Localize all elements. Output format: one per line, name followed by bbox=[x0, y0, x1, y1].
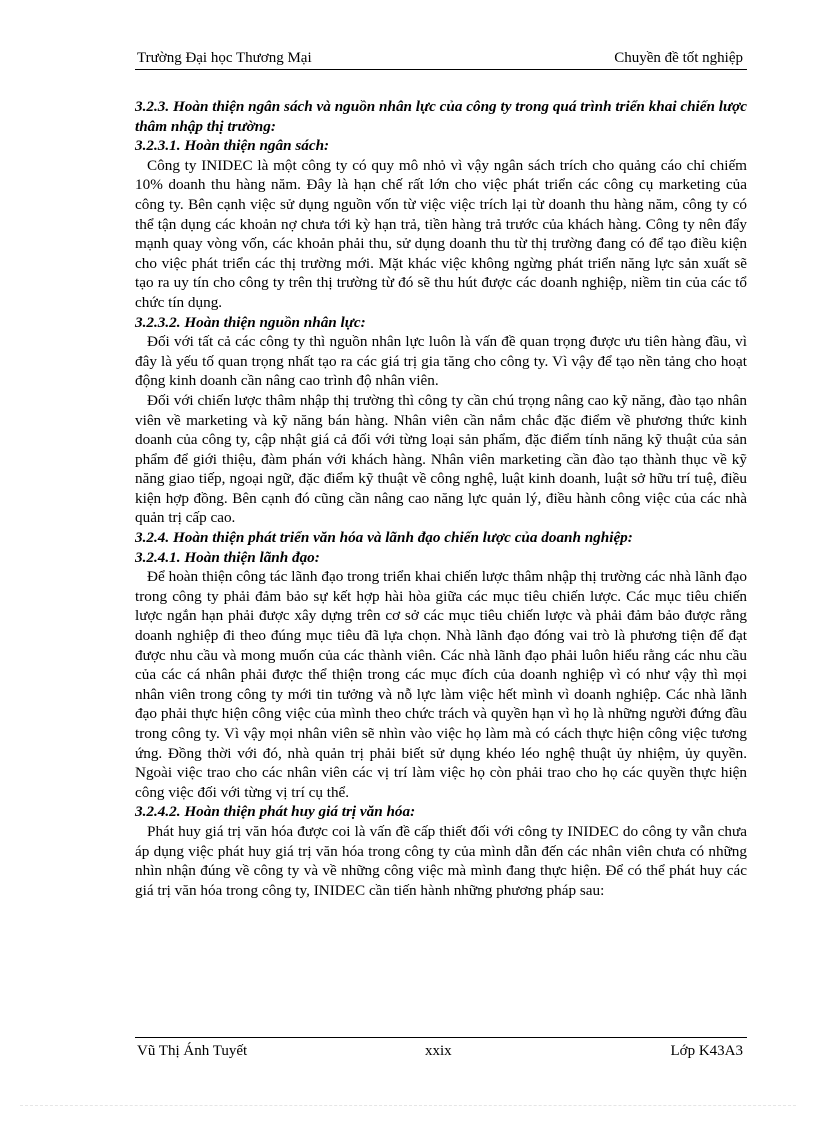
page-header bbox=[135, 49, 747, 70]
page-edge-divider bbox=[20, 1105, 796, 1106]
paragraph: Để hoàn thiện công tác lãnh đạo trong triển khai chiến lược thâm nhập thị trường các nhà lãnh đạo trong công ty phải đảm bảo sự kết hợp hài hòa giữa các mục tiêu chiến lược. Các mục tiêu chiến lược ngắn hạn phải được xây dựng trên cơ sở các mục tiêu chiến lược và phải đảm bảo được rằng doanh nghiệp đi theo đúng mục tiêu đã lựa chọn. Nhà lãnh đạo đóng vai trò là phương tiện để đạt được nhu cầu và mong muốn của các thành viên. Các nhà lãnh đạo phải luôn hiểu rằng các nhu cầu của các cá nhân phải được thể thiện trong các mục đích của doanh nghiệp vì có như vậy thì mọi nhân viên trong công ty mới tin tưởng và nỗ lực làm việc hết mình vì doanh nghiệp. Các nhà lãnh đạo phải thực hiện công việc của mình theo chức trách và quyền hạn vì họ là những người đứng đầu trong công ty. Vì vậy mọi nhân viên sẽ nhìn vào việc họ làm mà có cách thực hiện công việc tương ứng. Đồng thời với đó, nhà quản trị phải biết sử dụng khéo léo nghệ thuật ủy nhiệm, ủy quyền. Ngoài việc trao cho các nhân viên các vị trí làm việc họ còn phải trao cho họ các quyền thực hiện công việc đối với từng vị trí cụ thể. bbox=[135, 568, 747, 801]
heading-3-2-4: 3.2.4. Hoàn thiện phát triển văn hóa và lãnh đạo chiến lược của doanh nghiệp: bbox=[135, 529, 633, 547]
footer-author: Vũ Thị Ánh Tuyết bbox=[137, 1043, 248, 1059]
heading-3-2-3-2: 3.2.3.2. Hoàn thiện nguồn nhân lực: bbox=[135, 313, 366, 331]
paragraph: Phát huy giá trị văn hóa được coi là vấn đề cấp thiết đối với công ty INIDEC do công ty vẫn chưa áp dụng việc phát huy giá trị văn hóa trong công ty của mình dẫn đến các nhân viên chưa có những nhìn nhận đúng về công ty và về những công việc mà mình đang thực hiện. Để có thể phát huy các giá trị văn hóa trong công ty, INIDEC cần tiến hành những phương pháp sau: bbox=[135, 822, 747, 899]
header-school: Trường Đại học Thương Mại bbox=[137, 50, 312, 66]
page-number: xxix bbox=[425, 1043, 452, 1059]
heading-3-2-3: 3.2.3. Hoàn thiện ngân sách và nguồn nhân lực của công ty trong quá trình triển khai chiến lược thâm nhập thị trường: bbox=[135, 98, 747, 135]
paragraph: Đối với chiến lược thâm nhập thị trường thì công ty cần chú trọng nâng cao kỹ năng, đào tạo nhân viên về marketing và kỹ năng bán hàng. Nhân viên cần nắm chắc đặc điểm về phương thức kinh doanh của công ty, cập nhật giá cả đối với từng loại sản phẩm, đặc điểm tính năng kỹ thuật của sản phẩm để giới thiệu, đàm phán với khách hàng. Nhân viên marketing cần đào tạo thành thục về kỹ năng giao tiếp, ngoại ngữ, đặc điểm kỹ thuật về công nghệ, luật kinh doanh, luật sở hữu trí tuệ, điều kiện hợp đồng. Bên cạnh đó cũng cần nâng cao năng lực quản lý, điều hành công việc của các nhà quản trị cấp cao. bbox=[135, 391, 747, 527]
page-body bbox=[135, 97, 747, 900]
page-footer bbox=[135, 1037, 747, 1062]
heading-3-2-3-1: 3.2.3.1. Hoàn thiện ngân sách: bbox=[135, 137, 330, 155]
heading-3-2-4-1: 3.2.4.1. Hoàn thiện lãnh đạo: bbox=[135, 548, 320, 566]
header-doc-type: Chuyền đề tốt nghiệp bbox=[614, 50, 743, 66]
footer-class: Lớp K43A3 bbox=[670, 1043, 743, 1059]
paragraph: Đối với tất cả các công ty thì nguồn nhân lực luôn là vấn đề quan trọng được ưu tiên hàng đầu, vì đây là yếu tố quan trọng nhất tạo ra các giá trị gia tăng cho công ty. Vì vậy để tạo nền tảng cho hoạt động kinh doanh cần nâng cao trình độ nhân viên. bbox=[135, 333, 747, 390]
paragraph: Công ty INIDEC là một công ty có quy mô nhỏ vì vậy ngân sách trích cho quảng cáo chỉ chiếm 10% doanh thu hàng năm. Đây là hạn chế rất lớn cho việc phát triển các công cụ marketing của công ty. Bên cạnh việc sử dụng nguồn vốn từ việc việc trích lại từ doanh thu hàng năm, công ty có thể tận dụng các khoản nợ chưa tới kỳ hạn trả, tiền hàng trả trước của khách hàng. Công ty nên đẩy mạnh quay vòng vốn, các khoản phải thu, sử dụng doanh thu từ thị trường đang có để tạo điều kiện cho việc phát triển các thị trường mới. Mặt khác việc không ngừng phát triển năng lực sản xuất sẽ tạo ra uy tín cho công ty trên thị trường từ đó sẽ thu hút được các doanh nghiệp, niềm tin của các tổ chức tín dụng. bbox=[135, 156, 747, 311]
heading-3-2-4-2: 3.2.4.2. Hoàn thiện phát huy giá trị văn hóa: bbox=[135, 803, 416, 821]
